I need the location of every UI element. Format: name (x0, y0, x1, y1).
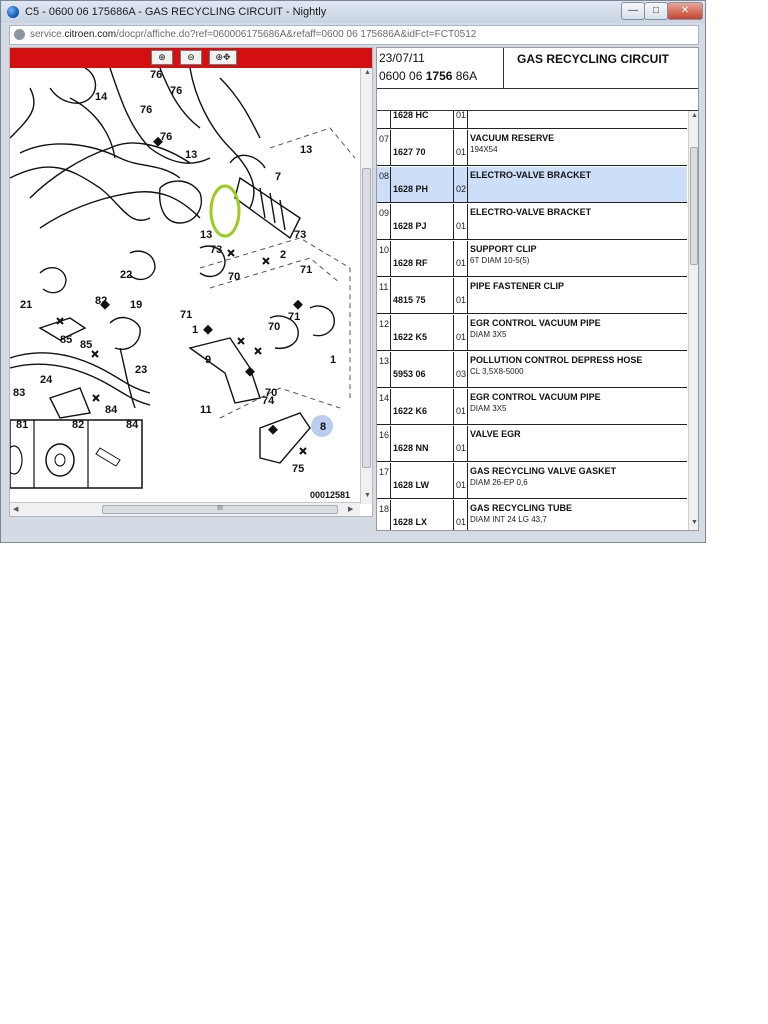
callout-number[interactable]: 74 (262, 395, 275, 407)
callout-number[interactable]: 19 (130, 299, 143, 311)
highlight-ellipse (211, 186, 239, 236)
table-row[interactable] (377, 352, 687, 388)
part-reference[interactable]: 1628 RF (391, 241, 454, 276)
zoom-out-icon[interactable]: ⊖ (180, 50, 202, 65)
part-quantity: 01 (454, 315, 468, 350)
callout-number[interactable]: 8 (320, 421, 327, 433)
part-name: EGR CONTROL VACUUM PIPE (470, 318, 601, 328)
part-spec: 6T DIAM 10-5(5) (470, 256, 530, 265)
part-quantity: 01 (454, 111, 468, 128)
zoom-fit-icon[interactable]: ⊕✥ (209, 50, 237, 65)
table-row[interactable] (377, 204, 687, 240)
item-number: 13 (377, 352, 391, 387)
callout-number[interactable]: 85 (60, 334, 73, 346)
vertical-scroll-thumb[interactable] (690, 147, 698, 265)
item-number: 16 (377, 426, 391, 461)
horizontal-scroll-thumb[interactable]: III (102, 505, 338, 514)
part-quantity: 01 (454, 278, 468, 313)
item-number: 17 (377, 463, 391, 498)
part-description (468, 389, 687, 424)
url-domain: citroen.com (64, 29, 117, 40)
part-spec: DIAM INT 24 LG 43,7 (470, 515, 547, 524)
parts-list-pane (376, 47, 699, 531)
callout-number[interactable]: 71 (180, 309, 193, 321)
part-description (468, 426, 687, 461)
address-bar[interactable] (9, 25, 699, 45)
callout-number[interactable]: 1 (330, 354, 337, 366)
parts-vertical-scrollbar[interactable] (688, 111, 699, 531)
part-reference[interactable]: 1622 K6 (391, 389, 454, 424)
scroll-left-icon[interactable]: ◀ (13, 506, 19, 513)
part-name: POLLUTION CONTROL DEPRESS HOSE (470, 355, 643, 365)
title-bar (1, 1, 705, 23)
diagram-horizontal-scrollbar[interactable] (10, 502, 360, 516)
part-description (468, 352, 687, 387)
item-number (377, 111, 391, 128)
part-name: PIPE FASTENER CLIP (470, 281, 565, 291)
ref-bold: 1756 (425, 69, 453, 83)
part-name: GAS RECYCLING TUBE (470, 503, 573, 513)
minimize-button[interactable]: — (621, 2, 645, 20)
part-reference[interactable]: 1627 70 (391, 130, 454, 165)
diagram-pane (9, 47, 373, 517)
callout-number[interactable]: 22 (120, 269, 133, 281)
callout-number[interactable]: 84 (126, 419, 139, 431)
ref-prefix: 0600 06 (379, 69, 426, 83)
scroll-down-icon[interactable]: ▼ (364, 492, 371, 499)
part-description (468, 111, 687, 128)
callout-number[interactable]: 84 (105, 404, 118, 416)
part-name: EGR CONTROL VACUUM PIPE (470, 392, 601, 402)
callout-number[interactable]: 76 (160, 131, 173, 143)
callout-number[interactable]: 81 (16, 419, 29, 431)
table-row[interactable] (377, 167, 687, 203)
part-name: VACUUM RESERVE (470, 133, 555, 143)
callout-number[interactable]: 85 (80, 339, 93, 351)
table-row[interactable] (377, 278, 687, 314)
part-quantity: 01 (454, 130, 468, 165)
part-name: ELECTRO-VALVE BRACKET (470, 170, 592, 180)
callout-number[interactable]: 83 (13, 387, 26, 399)
part-quantity: 01 (454, 500, 468, 531)
page-title: GAS RECYCLING CIRCUIT (517, 52, 670, 66)
table-row[interactable] (377, 463, 687, 499)
part-spec: DIAM 26-EP 0,6 (470, 478, 528, 487)
part-description (468, 500, 687, 531)
part-quantity: 02 (454, 167, 468, 202)
item-number: 11 (377, 278, 391, 313)
part-name: SUPPORT CLIP (470, 244, 537, 254)
part-quantity: 01 (454, 463, 468, 498)
browser-logo-icon (7, 6, 19, 18)
part-description (468, 278, 687, 313)
callout-number[interactable]: 73 (210, 244, 223, 256)
callout-number[interactable]: 13 (185, 149, 198, 161)
table-row[interactable] (377, 315, 687, 351)
callout-number[interactable]: 70 (268, 321, 281, 333)
ref-suffix: 86A (452, 69, 478, 83)
doc-reference (379, 69, 477, 83)
callout-number[interactable]: 9 (205, 354, 212, 366)
part-spec: DIAM 3X5 (470, 330, 507, 339)
callout-number[interactable]: 13 (300, 144, 313, 156)
part-reference[interactable]: 1622 K5 (391, 315, 454, 350)
diagram-vertical-scrollbar[interactable] (360, 68, 372, 504)
part-reference[interactable]: 4815 75 (391, 278, 454, 313)
callout-number[interactable]: 75 (292, 463, 305, 475)
item-number: 10 (377, 241, 391, 276)
url-prefix: service. (30, 29, 65, 40)
part-quantity: 01 (454, 204, 468, 239)
part-description (468, 463, 687, 498)
url-text[interactable] (30, 29, 476, 40)
exploded-diagram[interactable] (10, 68, 360, 504)
background-tab[interactable] (381, 3, 451, 21)
callout-number[interactable]: 7 (275, 171, 282, 183)
background-tab[interactable] (291, 3, 361, 21)
part-name: VALVE EGR (470, 429, 521, 439)
part-reference[interactable]: 1628 LX (391, 500, 454, 531)
scroll-right-icon[interactable]: ▶ (348, 506, 354, 513)
item-number: 07 (377, 130, 391, 165)
part-spec: 194X54 (470, 145, 498, 154)
browser-window (0, 0, 706, 543)
parts-diagram-svg (10, 68, 360, 504)
callout-number[interactable]: 76 (170, 85, 183, 97)
url-path: /docpr/affiche.do?ref=060006175686A&refaff=0600 06 175686A&idFct=FCT0512 (116, 29, 477, 40)
callout-number[interactable]: 11 (200, 404, 212, 416)
callout-number[interactable]: 13 (200, 229, 213, 241)
callout-number[interactable]: 70 (265, 387, 278, 399)
callout-number[interactable]: 71 (300, 264, 313, 276)
scroll-down-icon[interactable]: ▼ (691, 519, 698, 526)
table-row[interactable] (377, 241, 687, 277)
callout-number[interactable]: 76 (140, 104, 153, 116)
part-name: GAS RECYCLING VALVE GASKET (470, 466, 617, 476)
part-spec: CL 3,5X8-5000 (470, 367, 524, 376)
site-identity-icon[interactable] (14, 29, 25, 40)
item-number: 09 (377, 204, 391, 239)
part-description (468, 241, 687, 276)
callout-number[interactable]: 21 (20, 299, 33, 311)
window-title: C5 - 0600 06 175686A - GAS RECYCLING CIRCUIT - Nightly (25, 6, 327, 18)
callout-number[interactable]: 2 (280, 249, 287, 261)
item-number: 14 (377, 389, 391, 424)
part-quantity: 01 (454, 389, 468, 424)
parts-table (377, 111, 687, 531)
callout-number[interactable]: 82 (95, 295, 108, 307)
part-spec: DIAM 3X5 (470, 404, 507, 413)
part-reference[interactable]: 1628 HC (391, 111, 454, 128)
vertical-scroll-thumb[interactable] (362, 168, 371, 468)
callout-number[interactable]: 76 (150, 69, 163, 81)
table-row[interactable] (377, 389, 687, 425)
part-name: ELECTRO-VALVE BRACKET (470, 207, 592, 217)
callout-number[interactable]: 14 (95, 91, 108, 103)
table-row[interactable] (377, 111, 687, 129)
item-number: 18 (377, 500, 391, 531)
item-number: 12 (377, 315, 391, 350)
part-description (468, 167, 687, 202)
header-rule (377, 88, 699, 89)
callout-number[interactable]: 73 (294, 229, 307, 241)
callout-number[interactable]: 82 (72, 419, 85, 431)
drawing-number: 00012581 (310, 490, 351, 500)
part-description (468, 315, 687, 350)
maximize-button[interactable]: □ (644, 2, 668, 20)
part-description (468, 204, 687, 239)
part-quantity: 03 (454, 352, 468, 387)
scroll-up-icon[interactable]: ▲ (691, 112, 698, 119)
part-reference[interactable]: 5953 06 (391, 352, 454, 387)
scroll-up-icon[interactable]: ▲ (364, 69, 371, 76)
callout-number[interactable]: 24 (40, 374, 53, 386)
item-number: 08 (377, 167, 391, 202)
header-divider (503, 48, 504, 88)
part-quantity: 01 (454, 241, 468, 276)
table-row[interactable] (377, 426, 687, 462)
part-reference[interactable]: 1628 PH (391, 167, 454, 202)
part-reference[interactable]: 1628 NN (391, 426, 454, 461)
diagram-toolbar (10, 48, 372, 68)
part-quantity: 01 (454, 426, 468, 461)
callout-number[interactable]: 1 (192, 324, 199, 336)
table-row[interactable] (377, 500, 687, 531)
callout-number[interactable]: 71 (288, 311, 301, 323)
part-description (468, 130, 687, 165)
callout-number[interactable]: 70 (228, 271, 241, 283)
table-row[interactable] (377, 130, 687, 166)
callout-labels (13, 69, 336, 475)
zoom-in-icon[interactable]: ⊕ (151, 50, 173, 65)
part-reference[interactable]: 1628 LW (391, 463, 454, 498)
part-reference[interactable]: 1628 PJ (391, 204, 454, 239)
doc-date: 23/07/11 (379, 51, 425, 65)
close-button[interactable]: ✕ (667, 2, 703, 20)
callout-number[interactable]: 23 (135, 364, 148, 376)
